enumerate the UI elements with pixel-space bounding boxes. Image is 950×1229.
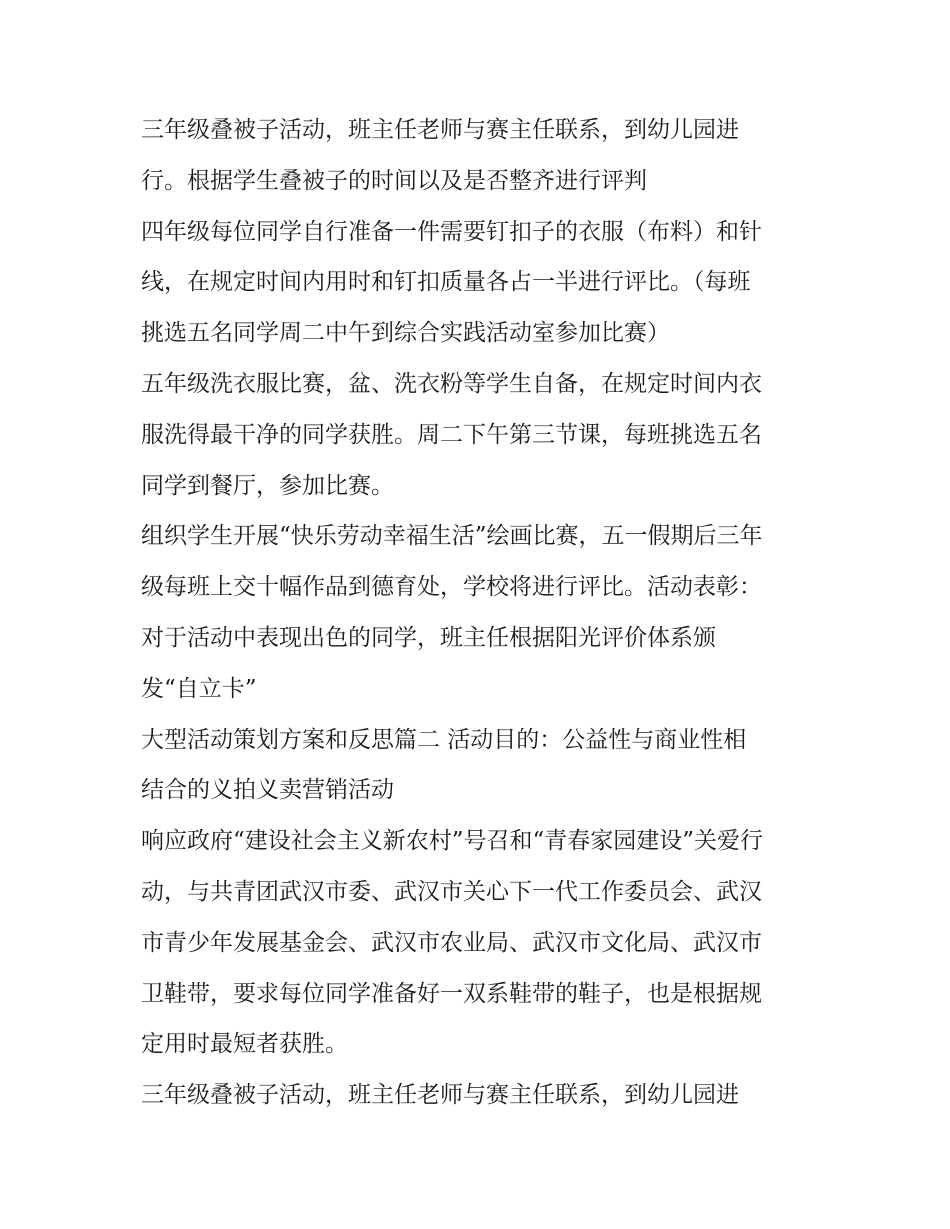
document-body bbox=[141, 105, 821, 1121]
text-line: 四年级每位同学自行准备一件需要钉扣子的衣服（布料）和针 bbox=[141, 218, 762, 245]
text-line: 同学到餐厅，参加比赛。 bbox=[141, 472, 394, 499]
text-line: 市青少年发展基金会、武汉市农业局、武汉市文化局、武汉市 bbox=[141, 929, 762, 956]
text-line: 动，与共青团武汉市委、武汉市关心下一代工作委员会、武汉 bbox=[141, 878, 762, 905]
text-line: 定用时最短者获胜。 bbox=[141, 1031, 348, 1058]
text-line: 发“自立卡” bbox=[141, 675, 257, 702]
text-line: 卫鞋带，要求每位同学准备好一双系鞋带的鞋子，也是根据规 bbox=[141, 980, 762, 1007]
text-line: 三年级叠被子活动，班主任老师与赛主任联系，到幼儿园进 bbox=[141, 117, 739, 143]
text-line: 响应政府“建设社会主义新农村”号召和“青春家园建设”关爱行 bbox=[141, 828, 764, 855]
text-line: 线，在规定时间内用时和钉扣质量各占一半进行评比。（每班 bbox=[141, 269, 751, 296]
text-line: 组织学生开展“快乐劳动幸福生活”绘画比赛，五一假期后三年 bbox=[141, 523, 763, 550]
text-line: 级每班上交十幅作品到德育处，学校将进行评比。活动表彰： bbox=[141, 574, 762, 601]
text-line: 挑选五名同学周二中午到综合实践活动室参加比赛） bbox=[141, 320, 670, 347]
text-line: 结合的义拍义卖营销活动 bbox=[141, 777, 394, 804]
text-line: 大型活动策划方案和反思篇二 活动目的：公益性与商业性相 bbox=[141, 726, 747, 753]
text-line: 行。根据学生叠被子的时间以及是否整齐进行评判 bbox=[141, 167, 647, 194]
text-line: 五年级洗衣服比赛，盆、洗衣粉等学生自备，在规定时间内衣 bbox=[141, 370, 762, 397]
text-line: 服洗得最干净的同学获胜。周二下午第三节课，每班挑选五名 bbox=[141, 421, 762, 448]
text-line: 对于活动中表现出色的同学，班主任根据阳光评价体系颁 bbox=[141, 624, 716, 651]
text-line: 三年级叠被子活动，班主任老师与赛主任联系，到幼儿园进 bbox=[141, 1082, 739, 1109]
